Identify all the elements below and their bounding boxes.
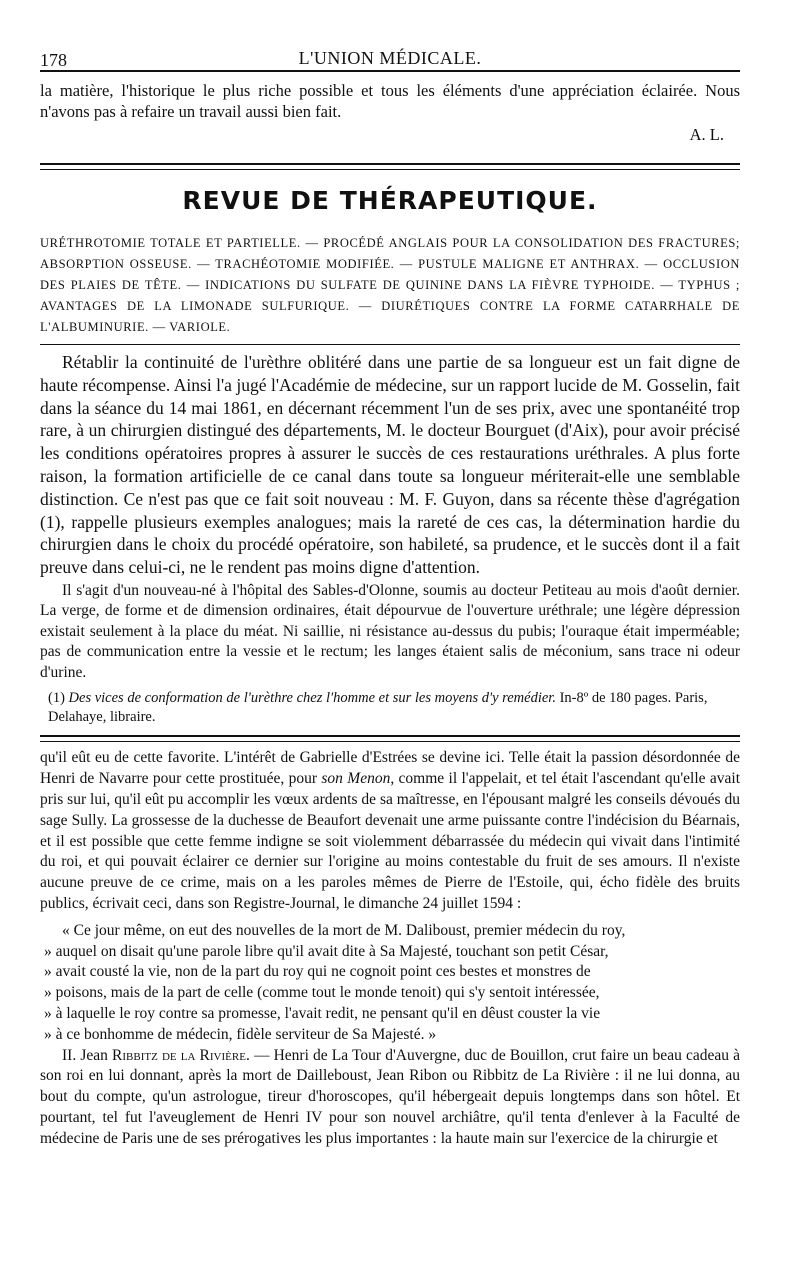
page-number: 178	[40, 50, 67, 70]
feuilleton-paragraph-2	[40, 1046, 740, 1150]
feuilleton-divider	[40, 735, 740, 742]
feuilleton	[40, 748, 740, 1149]
top-paragraph	[40, 80, 740, 145]
section-divider	[40, 163, 740, 170]
section-number: II. Jean	[62, 1046, 108, 1064]
quote-line: » à ce bonhomme de médecin, fidèle serviteur de Sa Majesté. »	[44, 1025, 437, 1043]
running-title: L'UNION MÉDICALE.	[298, 48, 482, 68]
feuilleton-emphasis: son Menon	[321, 770, 391, 788]
quote-line: » auquel on disait qu'une parole libre qu'il avait dite à Sa Majesté, touchant son petit César,	[44, 942, 609, 960]
author-signoff: A. L.	[689, 125, 724, 144]
page-header	[40, 30, 740, 70]
footnote-rest: In-8º de 180 pages. Paris, Delahaye, libraire.	[48, 690, 708, 726]
main-article-body	[40, 351, 740, 579]
footnote	[40, 689, 740, 727]
header-rule	[40, 70, 740, 72]
feuilleton-paragraph-1	[40, 748, 740, 914]
main-paragraph: Rétablir la continuité de l'urèthre oblitéré dans une partie de sa longueur est un fait digne de haute récompense. Ainsi l'a jugé l'Académie de médecine, sur un rapport lucide de M. Gosselin, fait dans la séance du 14 mai 1861, en décernant récemment l'un de ses prix, avec une spontanéité trop rare, à un chirurgien distingué des départements, M. le docteur Bourguet (d'Aix), pour avoir précisé les conditions opératoires propres à assurer le succès de ces restaurations uréthrales. A plus forte raison, la formation artificielle de ce canal dans toute sa longueur mériterait-elle une semblable distinction. Ce n'est pas que ce fait soit nouveau : M. F. Guyon, dans sa récente thèse d'agrégation (1), rappelle plusieurs exemples analogues; mais la rareté de ces cas, la détermination hardie du chirurgien dans le choix du procédé opératoire, son habileté, sa prudence, et le succès dont il a fait preuve dans celui-ci, ne le rendent pas moins digne d'attention.	[40, 352, 740, 578]
footnote-marker: (1)	[48, 690, 65, 707]
estoile-quote	[40, 921, 740, 1046]
physician-name: Ribbitz de la Rivière.	[112, 1046, 250, 1064]
footnote-title: Des vices de conformation de l'urèthre chez l'homme et sur les moyens d'y remédier.	[68, 690, 556, 707]
summary-rule	[40, 344, 740, 345]
quote-line: » avait cousté la vie, non de la part du roy qui ne cognoit point ces bestes et monstres de	[44, 963, 591, 981]
feuilleton-text-b: , comme il l'appelait, et tel était l'ascendant qu'elle avait pris sur lui, qu'il eût pu accomplir les vœux ardents de sa maîtresse, en l'épousant malgré les conseils dévoués du sage Sully. La grossesse de la duchesse de Beaufort devenait une arme puissante contre l'indécision du Béarnais, et il est possible que cette femme indigne se soit violemment débarrassée du médecin qui vivait dans l'intimité du roi, et qui pouvait éclairer ce dernier sur l'origine au moins contestable du fruit de ses amours. Il n'existe aucune preuve de ce crime, mais on a les paroles mêmes de Pierre de l'Estoile, qui, écho fidèle des bruits publics, écrivait ceci, dans son Registre-Journal, le dimanche 24 juillet 1594 :	[40, 770, 741, 913]
feuilleton-text-c: — Henri de La Tour d'Auvergne, duc de Bouillon, crut faire un beau cadeau à son roi en lui donnant, après la mort de Dailleboust, Jean Ribon ou Ribbitz de La Rivière : il ne lui donna, au bout du compte, qu'un astrologue, tireur d'horoscopes, qu'il hébergeait depuis longtemps dans son hôtel. Et pourtant, tel fut l'aveuglement de Henri IV pour son nouvel archiâtre, qu'il tenta d'enlever à la Faculté de médecine de Paris une de ses prérogatives les plus importantes : la haute main sur l'exercice de la chirurgie et	[40, 1046, 740, 1147]
quote-line: » à laquelle le roy contre sa promesse, l'avait redit, ne pensant qu'il en dêust couster la vie	[44, 1005, 601, 1023]
quote-line: « Ce jour même, on eut des nouvelles de la mort de M. Daliboust, premier médecin du roy,	[62, 921, 626, 939]
quote-line: » poisons, mais de la part de celle (comme tout le monde tenoit) qui s'y sentoit intéressée,	[44, 984, 600, 1002]
case-paragraph: Il s'agit d'un nouveau-né à l'hôpital des Sables-d'Olonne, soumis au docteur Petiteau au mois d'août dernier. La verge, de forme et de dimension ordinaires, était dépourvue de l'ouverture uréthrale; une légère dépression existait seulement à la place du méat. Ni saillie, ni résistance au-dessus du pubis; l'ouraque était imperméable; pas de communication entre la vessie et le rectum; les langes étaient salis de méconium, sans trace ni odeur d'urine.	[40, 581, 740, 681]
section-summary: URÉTHROTOMIE TOTALE ET PARTIELLE. — PROCÉDÉ ANGLAIS POUR LA CONSOLIDATION DES FRACTURES; ABSORPTION OSSEUSE. — TRACHÉOTOMIE MODIFIÉE. — PUSTULE MALIGNE ET ANTHRAX. — OCCLUSION DES PLAIES DE TÊTE. — INDICATIONS DU SULFATE DE QUININE DANS LA FIÈVRE TYPHOIDE. — TYPHUS ; AVANTAGES DE LA LIMONADE SULFURIQUE. — DIURÉTIQUES CONTRE LA FORME CATARRHALE DE L'ALBUMINURIE. — VARIOLE.	[40, 236, 740, 334]
top-paragraph-text: la matière, l'historique le plus riche possible et tous les éléments d'une appréciation éclairée. Nous n'avons pas à refaire un travail aussi bien fait.	[40, 81, 740, 121]
feuilleton-text-a: qu'il eût eu de cette favorite. L'intérêt de Gabrielle d'Estrées se devine ici. Telle était la passion désordonnée de Henri de Navarre pour cette prostituée, pour	[40, 749, 740, 788]
case-description	[40, 581, 740, 684]
section-title: REVUE DE THÉRAPEUTIQUE.	[182, 186, 598, 215]
page	[40, 30, 740, 1150]
